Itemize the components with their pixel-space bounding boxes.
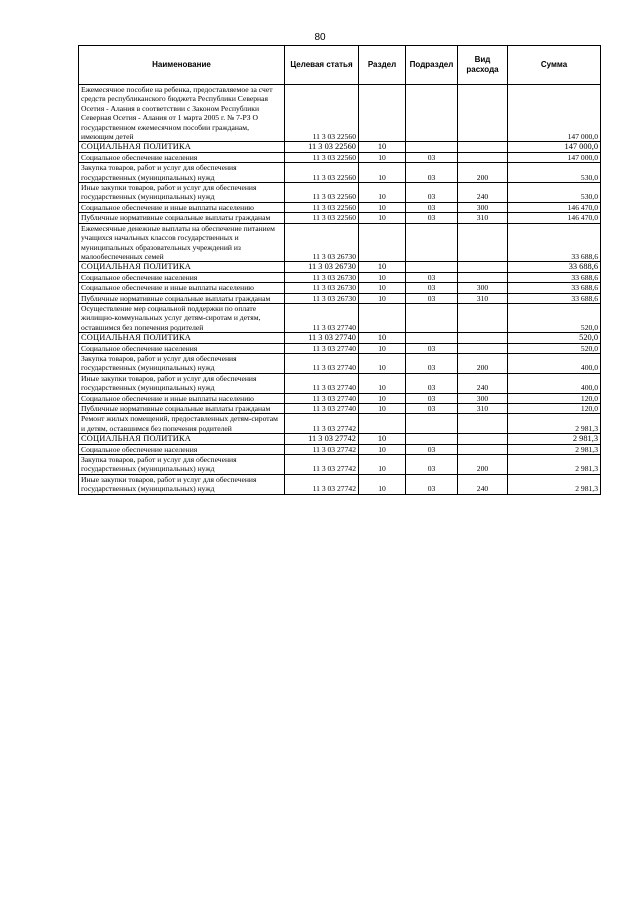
header-subsection: Подраздел <box>406 46 458 85</box>
cell-sum: 33 688,6 <box>508 283 601 293</box>
cell-expense-type <box>458 272 508 282</box>
cell-code: 11 3 03 27740 <box>285 404 359 414</box>
cell-subsection: 03 <box>406 404 458 414</box>
table-row <box>79 202 601 212</box>
cell-expense-type: 310 <box>458 404 508 414</box>
cell-code: 11 3 03 22560 <box>285 213 359 223</box>
cell-expense-type: 240 <box>458 474 508 494</box>
cell-subsection: 03 <box>406 353 458 373</box>
cell-sum: 2 981,3 <box>508 434 601 444</box>
cell-name: СОЦИАЛЬНАЯ ПОЛИТИКА <box>79 434 285 444</box>
cell-subsection: 03 <box>406 373 458 393</box>
cell-name: Социальное обеспечение населения <box>79 152 285 162</box>
cell-section: 10 <box>359 202 406 212</box>
cell-sum: 530,0 <box>508 163 601 183</box>
cell-expense-type <box>458 444 508 454</box>
cell-name: Осуществление мер социальной поддержки по оплате жилищно-коммунальных услуг детям-сиротам и детям, оставшимся без попечения родителей <box>79 303 285 332</box>
cell-subsection <box>406 414 458 434</box>
cell-name: Социальное обеспечение и иные выплаты населению <box>79 393 285 403</box>
cell-expense-type <box>458 142 508 152</box>
cell-sum: 520,0 <box>508 343 601 353</box>
table-row <box>79 393 601 403</box>
cell-section <box>359 223 406 262</box>
cell-code: 11 3 03 27740 <box>285 303 359 332</box>
cell-code: 11 3 03 26730 <box>285 293 359 303</box>
cell-section: 10 <box>359 434 406 444</box>
cell-expense-type: 300 <box>458 202 508 212</box>
cell-name: Социальное обеспечение и иные выплаты населению <box>79 283 285 293</box>
cell-name: Социальное обеспечение населения <box>79 343 285 353</box>
table-row <box>79 283 601 293</box>
cell-sum: 2 981,3 <box>508 444 601 454</box>
cell-name: Иные закупки товаров, работ и услуг для обеспечения государственных (муниципальных) нужд <box>79 474 285 494</box>
cell-name: Ежемесячное пособие на ребенка, предоставляемое за счет средств республиканского бюджета Республики Северная Осетия - Алания в соответствии с Законом Республики Северная Осетия - Алания от 1 марта 2005 г. № 7-РЗ О государственном ежемесячном пособии гражданам, имеющим детей <box>79 85 285 142</box>
cell-name: Закупка товаров, работ и услуг для обеспечения государственных (муниципальных) нужд <box>79 163 285 183</box>
cell-name: Социальное обеспечение и иные выплаты населению <box>79 202 285 212</box>
table-row <box>79 303 601 332</box>
cell-section <box>359 303 406 332</box>
cell-subsection <box>406 85 458 142</box>
cell-name: Иные закупки товаров, работ и услуг для обеспечения государственных (муниципальных) нужд <box>79 373 285 393</box>
cell-name: Социальное обеспечение населения <box>79 444 285 454</box>
cell-expense-type <box>458 333 508 343</box>
cell-subsection: 03 <box>406 444 458 454</box>
cell-code: 11 3 03 22560 <box>285 85 359 142</box>
cell-code: 11 3 03 27740 <box>285 333 359 343</box>
table-row <box>79 223 601 262</box>
cell-name: Ремонт жилых помещений, предоставленных детям-сиротам и детям, оставшимся без попечения родителей <box>79 414 285 434</box>
cell-expense-type <box>458 414 508 434</box>
cell-code: 11 3 03 27740 <box>285 343 359 353</box>
cell-code: 11 3 03 22560 <box>285 163 359 183</box>
cell-section: 10 <box>359 444 406 454</box>
cell-expense-type: 200 <box>458 163 508 183</box>
cell-name: Иные закупки товаров, работ и услуг для обеспечения государственных (муниципальных) нужд <box>79 183 285 203</box>
table-row <box>79 414 601 434</box>
cell-section: 10 <box>359 183 406 203</box>
cell-code: 11 3 03 27742 <box>285 455 359 475</box>
cell-section: 10 <box>359 262 406 272</box>
cell-sum: 146 470,0 <box>508 202 601 212</box>
cell-sum: 33 688,6 <box>508 293 601 303</box>
table-row <box>79 262 601 272</box>
cell-expense-type <box>458 434 508 444</box>
cell-code: 11 3 03 27742 <box>285 414 359 434</box>
cell-subsection: 03 <box>406 272 458 282</box>
cell-subsection: 03 <box>406 202 458 212</box>
cell-expense-type: 310 <box>458 293 508 303</box>
table-row <box>79 455 601 475</box>
cell-name: Закупка товаров, работ и услуг для обеспечения государственных (муниципальных) нужд <box>79 353 285 373</box>
header-sum: Сумма <box>508 46 601 85</box>
cell-subsection <box>406 434 458 444</box>
header-code: Целевая статья <box>285 46 359 85</box>
cell-expense-type: 310 <box>458 213 508 223</box>
cell-sum: 147 000,0 <box>508 142 601 152</box>
table-row <box>79 152 601 162</box>
cell-expense-type <box>458 303 508 332</box>
cell-subsection: 03 <box>406 283 458 293</box>
cell-subsection: 03 <box>406 393 458 403</box>
cell-subsection <box>406 333 458 343</box>
cell-name: Публичные нормативные социальные выплаты гражданам <box>79 293 285 303</box>
cell-section: 10 <box>359 213 406 223</box>
cell-expense-type: 300 <box>458 283 508 293</box>
cell-subsection: 03 <box>406 213 458 223</box>
table-row <box>79 333 601 343</box>
table-row <box>79 293 601 303</box>
table-row <box>79 183 601 203</box>
cell-subsection: 03 <box>406 163 458 183</box>
cell-name: Социальное обеспечение населения <box>79 272 285 282</box>
cell-expense-type <box>458 343 508 353</box>
cell-sum: 2 981,3 <box>508 414 601 434</box>
cell-section: 10 <box>359 373 406 393</box>
cell-expense-type: 200 <box>458 353 508 373</box>
cell-sum: 146 470,0 <box>508 213 601 223</box>
cell-section: 10 <box>359 404 406 414</box>
cell-code: 11 3 03 22560 <box>285 183 359 203</box>
cell-subsection <box>406 262 458 272</box>
cell-sum: 400,0 <box>508 373 601 393</box>
cell-section: 10 <box>359 152 406 162</box>
cell-subsection: 03 <box>406 455 458 475</box>
cell-name: СОЦИАЛЬНАЯ ПОЛИТИКА <box>79 333 285 343</box>
cell-section: 10 <box>359 474 406 494</box>
table-row <box>79 163 601 183</box>
table-row <box>79 404 601 414</box>
cell-expense-type: 240 <box>458 183 508 203</box>
cell-sum: 2 981,3 <box>508 474 601 494</box>
cell-sum: 33 688,6 <box>508 223 601 262</box>
cell-section: 10 <box>359 343 406 353</box>
cell-subsection <box>406 223 458 262</box>
cell-subsection: 03 <box>406 152 458 162</box>
cell-subsection <box>406 142 458 152</box>
header-section: Раздел <box>359 46 406 85</box>
table-row <box>79 474 601 494</box>
cell-subsection <box>406 303 458 332</box>
table-body <box>79 85 601 495</box>
cell-code: 11 3 03 27742 <box>285 474 359 494</box>
cell-code: 11 3 03 27740 <box>285 393 359 403</box>
cell-name: СОЦИАЛЬНАЯ ПОЛИТИКА <box>79 142 285 152</box>
cell-code: 11 3 03 26730 <box>285 283 359 293</box>
header-name: Наименование <box>79 46 285 85</box>
cell-expense-type: 200 <box>458 455 508 475</box>
cell-sum: 147 000,0 <box>508 85 601 142</box>
cell-section <box>359 85 406 142</box>
cell-code: 11 3 03 22560 <box>285 142 359 152</box>
table-row <box>79 444 601 454</box>
table-row <box>79 353 601 373</box>
cell-sum: 33 688,6 <box>508 262 601 272</box>
table-row <box>79 343 601 353</box>
cell-code: 11 3 03 27742 <box>285 444 359 454</box>
cell-section: 10 <box>359 142 406 152</box>
table-row <box>79 142 601 152</box>
cell-section <box>359 414 406 434</box>
table-row <box>79 434 601 444</box>
budget-table <box>78 45 601 495</box>
cell-subsection: 03 <box>406 293 458 303</box>
header-expense-type: Вид расхода <box>458 46 508 85</box>
cell-code: 11 3 03 27740 <box>285 353 359 373</box>
cell-section: 10 <box>359 283 406 293</box>
table-row <box>79 373 601 393</box>
cell-sum: 120,0 <box>508 404 601 414</box>
cell-code: 11 3 03 27740 <box>285 373 359 393</box>
cell-subsection: 03 <box>406 474 458 494</box>
cell-expense-type: 240 <box>458 373 508 393</box>
cell-sum: 530,0 <box>508 183 601 203</box>
cell-code: 11 3 03 26730 <box>285 262 359 272</box>
cell-expense-type <box>458 223 508 262</box>
cell-code: 11 3 03 22560 <box>285 152 359 162</box>
cell-sum: 147 000,0 <box>508 152 601 162</box>
cell-expense-type <box>458 262 508 272</box>
cell-sum: 33 688,6 <box>508 272 601 282</box>
cell-sum: 520,0 <box>508 333 601 343</box>
table-row <box>79 272 601 282</box>
table-header-row <box>79 46 601 85</box>
cell-section: 10 <box>359 455 406 475</box>
cell-section: 10 <box>359 163 406 183</box>
cell-expense-type <box>458 85 508 142</box>
cell-sum: 2 981,3 <box>508 455 601 475</box>
cell-section: 10 <box>359 353 406 373</box>
cell-section: 10 <box>359 293 406 303</box>
cell-name: Закупка товаров, работ и услуг для обеспечения государственных (муниципальных) нужд <box>79 455 285 475</box>
cell-code: 11 3 03 26730 <box>285 272 359 282</box>
cell-sum: 400,0 <box>508 353 601 373</box>
table-row <box>79 85 601 142</box>
cell-sum: 120,0 <box>508 393 601 403</box>
table-row <box>79 213 601 223</box>
cell-sum: 520,0 <box>508 303 601 332</box>
cell-name: Публичные нормативные социальные выплаты гражданам <box>79 404 285 414</box>
cell-expense-type <box>458 152 508 162</box>
cell-code: 11 3 03 27742 <box>285 434 359 444</box>
cell-expense-type: 300 <box>458 393 508 403</box>
cell-subsection: 03 <box>406 183 458 203</box>
cell-code: 11 3 03 22560 <box>285 202 359 212</box>
page-number: 80 <box>314 32 326 43</box>
cell-name: СОЦИАЛЬНАЯ ПОЛИТИКА <box>79 262 285 272</box>
cell-code: 11 3 03 26730 <box>285 223 359 262</box>
cell-section: 10 <box>359 393 406 403</box>
cell-name: Публичные нормативные социальные выплаты гражданам <box>79 213 285 223</box>
cell-section: 10 <box>359 333 406 343</box>
cell-name: Ежемесячные денежные выплаты на обеспечение питанием учащихся начальных классов государственных и муниципальных образовательных учреждений из малообеспеченных семей <box>79 223 285 262</box>
cell-section: 10 <box>359 272 406 282</box>
cell-subsection: 03 <box>406 343 458 353</box>
